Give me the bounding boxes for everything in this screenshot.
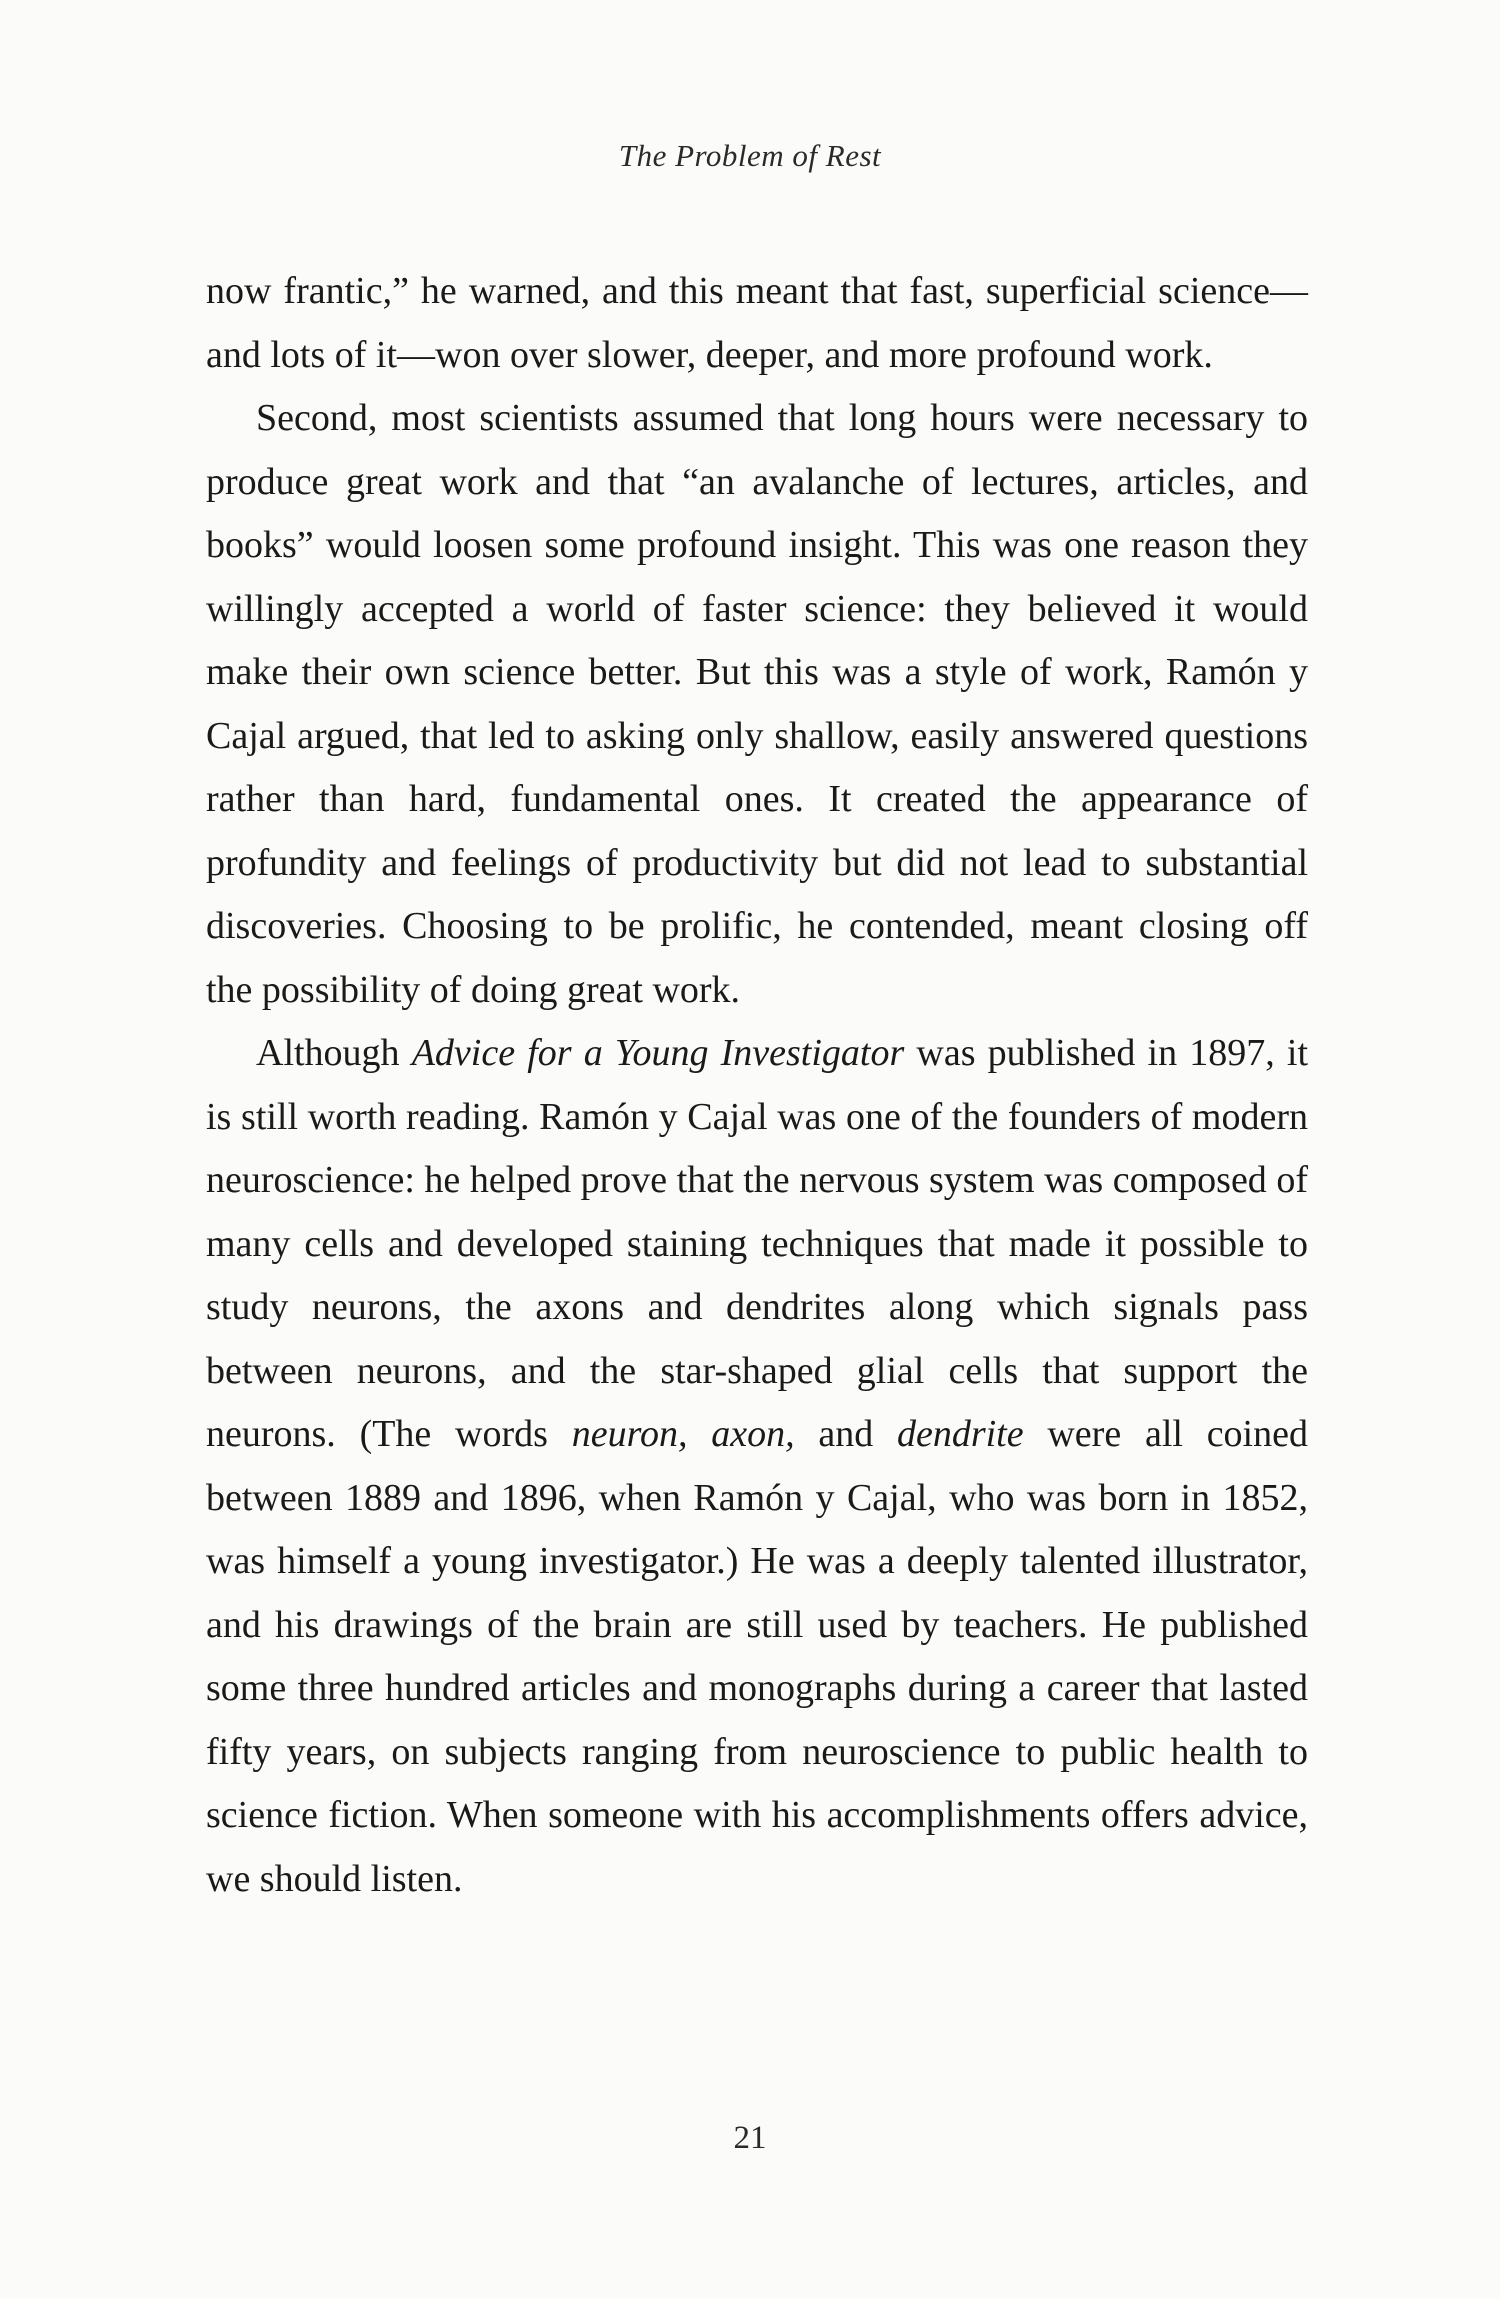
page-number: 21 [733,2120,767,2156]
book-title-italic: Advice for a Young Investigator [411,1032,905,1074]
paragraph-1: now frantic,” he warned, and this meant that fast, superficial science—and lots of it—won over slower, deeper, and more profound work. [206,270,1308,376]
running-head: The Problem of Rest [618,138,882,173]
paragraph-3-text-b: was published in 1897, it is still worth reading. Ramón y Cajal was one of the founders of modern neuroscience: he helped prove that the nervous system was composed of many cells and developed staining techniques that made it possible to study neurons, the axons and dendrites along which signals pass between neurons, and the star-shaped glial cells that support the neurons. (The words [206,1032,1309,1455]
paragraph-3-text-c: and [794,1413,897,1455]
paragraph-3 [206,1022,1308,1911]
term-dendrite-italic: dendrite [896,1413,1024,1455]
paragraph-3-text-d: were all coined between 1889 and 1896, when Ramón y Cajal, who was born in 1852, was himself a young investigator.) He was a deeply talented illustrator, and his drawings of the brain are still used by teachers. He published some three hundred articles and monographs during a career that lasted fifty years, on subjects ranging from neuroscience to public health to science fiction. When someone with his accomplishments offers advice, we should listen. [206,1413,1308,1900]
paragraph-2: Second, most scientists assumed that long hours were necessary to produce great work and that “an avalanche of lectures, articles, and books” would loosen some profound insight. This was one reason they willingly accepted a world of faster science: they believed it would make their own science better. But this was a style of work, Ramón y Cajal argued, that led to asking only shallow, easily answered questions rather than hard, fundamental ones. It created the appearance of profundity and feelings of productivity but did not lead to substantial discoveries. Choosing to be prolific, he contended, meant closing off the possibility of doing great work. [206,397,1308,1011]
term-neuron-axon-italic: neuron, axon, [571,1413,795,1455]
paragraph-3-text-a: Although [256,1032,412,1074]
body-text [206,260,1308,1911]
